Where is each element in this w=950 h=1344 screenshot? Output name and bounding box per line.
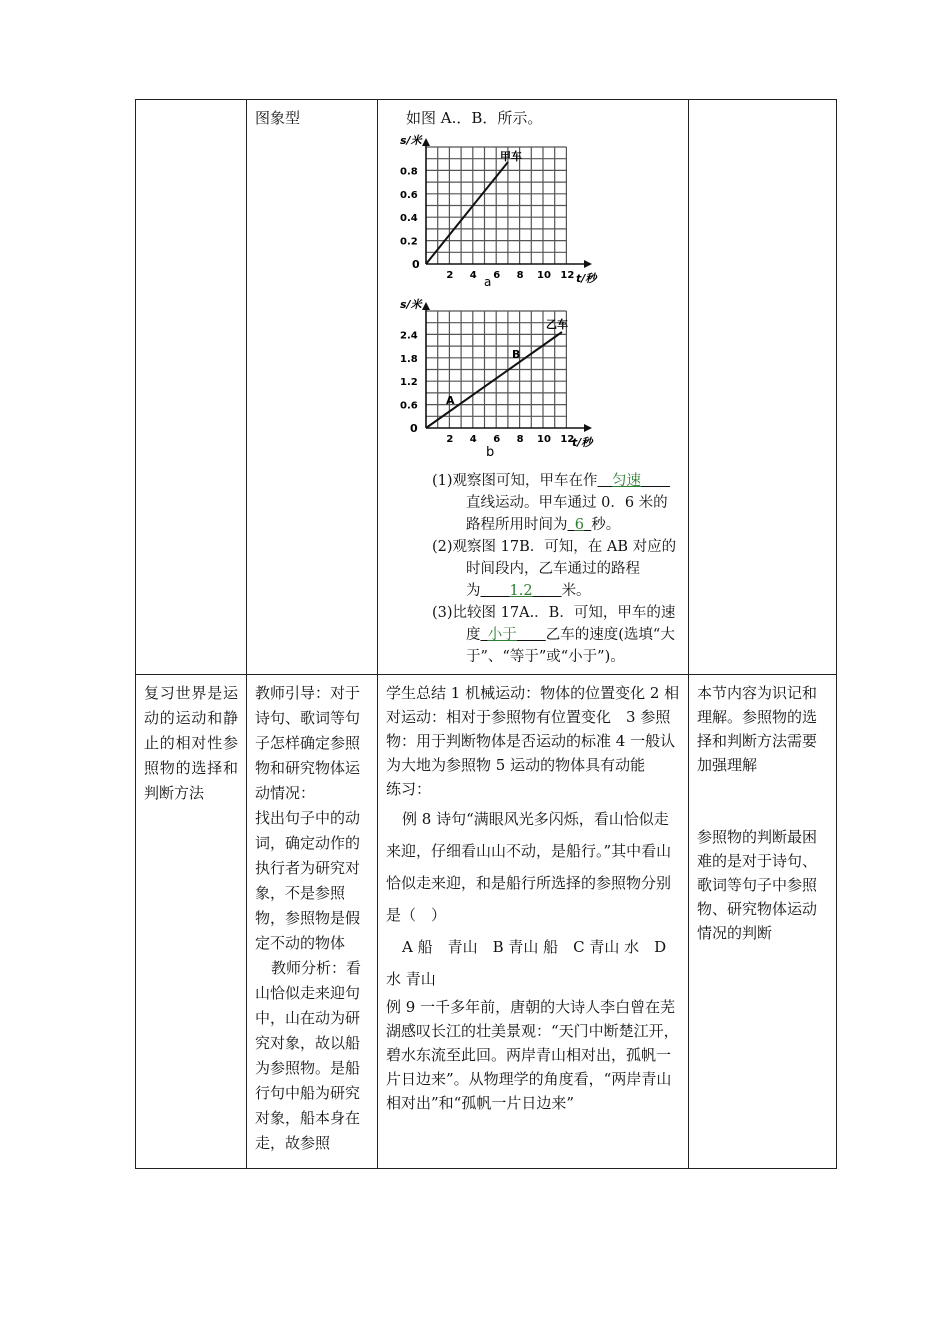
gb-xtick-label: 2 xyxy=(446,434,454,445)
practice-label: 练习： xyxy=(386,780,432,798)
cell-topic xyxy=(136,675,247,1169)
notes-p2: 参照物的判断最困难的是对于诗句、歌词等句子中参照物、研究物体运动情况的判断 xyxy=(697,828,818,942)
notes-p1: 本节内容为识记和理解。参照物的选择和判断方法需要加强理解 xyxy=(697,684,818,774)
ga-xtick-label: 4 xyxy=(469,270,477,281)
ga-ytick-label: 0.6 xyxy=(400,189,418,201)
graph-a-line-label: 甲车 xyxy=(500,150,522,163)
ga-xtick-label: 6 xyxy=(493,270,501,281)
graph-b xyxy=(394,296,654,466)
example-9: 例 9 一千多年前，唐朝的大诗人李白曾在芜湖感叹长江的壮美景观：“天门中断楚江开，碧水东流至此回。两岸青山相对出，孤帆一片日边来”。从物理学的角度看，“两岸青山相对出”和“孤帆一片日边来” xyxy=(386,998,679,1112)
gb-xtick-label: 8 xyxy=(516,434,524,445)
cell-notes xyxy=(689,675,837,1169)
answer-1a: 匀速 xyxy=(612,473,642,489)
gb-xtick-label: 4 xyxy=(469,434,477,445)
gb-ytick-label: 0.6 xyxy=(400,400,418,412)
ga-ytick-label: 0.8 xyxy=(400,166,418,178)
graph-b-origin: 0 xyxy=(410,422,418,435)
graph-b-ylabel: s/米 xyxy=(400,298,422,311)
gb-ytick-label: 2.4 xyxy=(400,330,418,342)
question-3: (3)比较图 17A.．B．可知，甲车的速度 小于 乙车的速度(选填“大于”、“等于”或“小于”)。 xyxy=(432,605,676,665)
graph-b-point-a: A xyxy=(446,394,455,407)
graph-a-caption: a xyxy=(484,275,492,289)
cell-topic xyxy=(136,100,247,675)
cell-type xyxy=(247,100,378,675)
ga-ytick-label: 0.4 xyxy=(400,213,418,225)
teacher-guide: 教师引导：对于诗句、歌词等句子怎样确定参照物和研究物体运动情况： xyxy=(255,684,361,802)
answer-1b: 6 xyxy=(574,517,584,533)
example-8: 例 8 诗句“满眼风光多闪烁，看山恰似走来迎，仔细看山山不动，是船行。”其中看山恰似走来迎，和是船行所选择的参照物分别是（ ） xyxy=(386,810,672,924)
gb-ytick-label: 1.2 xyxy=(400,377,418,389)
lesson-table xyxy=(135,99,837,1169)
ga-xtick-label: 2 xyxy=(446,270,454,281)
graph-a-origin: 0 xyxy=(412,258,420,271)
table-row xyxy=(136,100,837,675)
cell-student xyxy=(378,675,689,1169)
student-summary: 学生总结 1 机械运动：物体的位置变化 2 相对运动：相对于参照物有位置变化 3 参照物：用于判断物体是否运动的标准 4 一般认为大地为参照物 5 运动的物体具有动能 xyxy=(386,684,680,774)
intro-text: 如图 A.．B．所示。 xyxy=(406,109,543,127)
cell-content xyxy=(378,100,689,675)
question-2: (2)观察图 17B．可知，在 AB 对应的时间段内，乙车通过的路程为 1.2 米。 xyxy=(432,539,677,599)
teacher-method: 找出句子中的动词，确定动作的执行者为研究对象，不是参照物，参照物是假定不动的物体 xyxy=(255,809,361,952)
graph-a xyxy=(394,132,654,292)
ga-xtick-label: 12 xyxy=(560,270,575,281)
gb-ytick-label: 1.8 xyxy=(400,353,418,365)
graph-a-xlabel: t/秒 xyxy=(576,272,597,285)
gb-xtick-label: 10 xyxy=(537,434,551,445)
graph-b-line-label: 乙车 xyxy=(546,318,568,331)
graph-a-ylabel: s/米 xyxy=(400,134,422,147)
ga-ytick-label: 0.2 xyxy=(400,236,418,248)
teacher-analysis: 教师分析：看山恰似走来迎句中，山在动为研究对象，故以船为参照物。是船行句中船为研究对象，船本身在走，故参照 xyxy=(255,959,362,1152)
gb-xtick-label: 6 xyxy=(493,434,501,445)
answer-2: 1.2 xyxy=(509,583,533,599)
question-1: (1)观察图可知，甲车在作 匀速 直线运动。甲车通过 0．6 米的路程所用时间为 6 秒。 xyxy=(432,473,668,533)
graph-b-xlabel: t/秒 xyxy=(572,436,593,449)
graph-b-caption: b xyxy=(486,445,495,460)
topic-text: 复习世界是运动的运动和静止的相对性参照物的选择和判断方法 xyxy=(144,684,238,802)
gb-xtick-label: 12 xyxy=(560,434,575,445)
cell-teacher xyxy=(247,675,378,1169)
ga-xtick-label: 8 xyxy=(516,270,524,281)
graph-b-point-b: B xyxy=(512,348,521,361)
example-8-options: A 船 青山 B 青山 船 C 青山 水 D 水 青山 xyxy=(386,938,667,988)
cell-notes xyxy=(689,100,837,675)
ga-xtick-label: 10 xyxy=(537,270,551,281)
type-label: 图象型 xyxy=(255,109,301,127)
table-row xyxy=(136,675,837,1169)
answer-3: 小于 xyxy=(487,627,517,643)
